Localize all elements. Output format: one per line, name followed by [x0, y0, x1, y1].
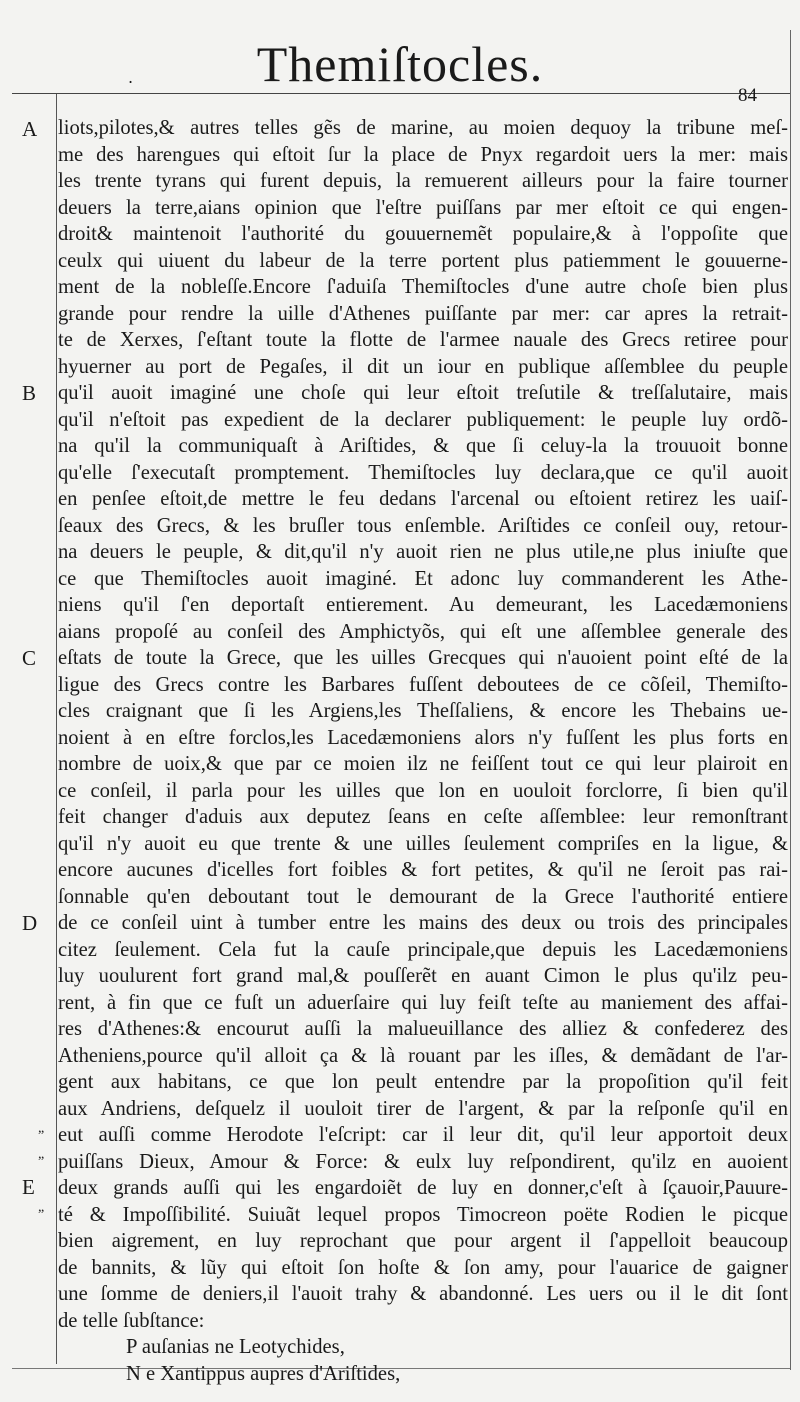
text-line: luy uoulurent fort grand mal,& pouſſerẽt en auant Cimon le plus qu'ilz peu-: [58, 965, 788, 987]
text-line: ce que Themiſtocles auoit imaginé. Et adonc luy commanderent les Athe-: [58, 567, 788, 590]
text-line: eſtats de toute la Grece, que les uilles Grecques qui n'auoient point eſté de la: [58, 647, 788, 669]
text-line: res d'Athenes:& encourut auſſi la malueuillance des alliez & confederez des: [58, 1018, 788, 1040]
text-line: droit& maintenoit l'authorité du gouuernemẽt populaire,& à l'oppoſite que: [58, 223, 788, 245]
text-line: encore aucunes d'icelles fort foibles & fort petites, & qu'il ne ſeroit pas rai-: [58, 859, 788, 881]
text-line: ligue des Grecs contre les Barbares fuſſent deboutees de ce cõſeil, Themiſto-: [58, 673, 788, 696]
text-line: noient à en eſtre forclos,les Lacedæmoniens alors n'y fuſſent les plus forts en: [58, 726, 788, 749]
margin-letter-b: B: [22, 381, 37, 405]
body-text: [58, 115, 788, 1387]
text-line: na qu'il la communiquaſt à Ariſtides, & que ſi celuy-la la trouuoit bonne: [58, 435, 788, 457]
text-line: cles craignant que ſi les Argiens,les Theſſaliens, & encore les Thebains ue-: [58, 700, 788, 722]
text-line: de bannits, & lũy qui eſtoit ſon hoſte & ſon amy, pour l'auarice de gaigner: [58, 1256, 788, 1279]
left-margin-rule: [56, 94, 57, 1364]
text-line: eut auſſi comme Herodote l'eſcript: car il leur dit, qu'il leur apportoit deux: [58, 1124, 788, 1146]
text-line: qu'il n'eſtoit pas expedient de la declarer publiquement: le peuple luy ordõ-: [58, 408, 788, 431]
text-line: de ce conſeil uint à tumber entre les mains des deux ou trois des principales: [58, 912, 788, 934]
text-line: niens qu'il ſ'en deportaſt entierement. Au demeurant, les Lacedæmoniens: [58, 594, 788, 616]
text-line: ment de la nobleſſe.Encore ſ'aduiſa Themiſtocles d'une autre choſe bien plus: [58, 276, 788, 298]
right-margin-rule: [790, 30, 791, 1370]
margin-quote-mark: „: [38, 1147, 45, 1162]
text-line: feit changer d'aduis aux deputez ſeans en ceſte aſſemblee: leur remonſtrant: [58, 806, 788, 828]
margin-letter-a: A: [22, 117, 38, 141]
text-line: na deuers le peuple, & dit,qu'il n'y auoit rien ne plus utile,ne plus iniuſte que: [58, 541, 788, 563]
text-line: hyuerner au port de Pegaſes, il dit un iour en publique aſſemblee du peuple: [58, 355, 788, 378]
margin-letter-c: C: [22, 646, 37, 670]
text-line: qu'il auoit imaginé une choſe qui leur eſtoit treſutile & treſſalutaire, mais: [58, 382, 788, 404]
text-line: citez ſeulement. Cela fut la cauſe principale,que depuis les Lacedæmoniens: [58, 938, 788, 961]
text-line: ſonnable qu'en deboutant tout le demourant de la Grece l'authorité entiere: [58, 885, 788, 908]
running-head: Themiſtocles.: [256, 36, 544, 92]
text-line: deux grands auſſi qui les engardoiẽt de luy en donner,c'eſt à ſçauoir,Pauure-: [58, 1177, 788, 1199]
text-line: té & Impoſſibilité. Suiuãt lequel propos Timocreon poëte Rodien le picque: [58, 1203, 788, 1226]
text-line: qu'elle ſ'executaſt promptement. Themiſtocles luy declara,que ce qu'il auoit: [58, 461, 788, 484]
verse-line: N e Xantippus aupres d'Ariſtides,: [126, 1362, 401, 1385]
margin-letter-d: D: [22, 911, 38, 935]
margin-letter-e: E: [22, 1175, 35, 1199]
text-line: qu'il n'y auoit eu que trente & une uilles ſeulement compriſes en la ligue, &: [58, 832, 788, 855]
margin-quote-mark: „: [38, 1121, 45, 1136]
text-line: bien aigrement, en luy reprochant que pour argent il ſ'appelloit beaucoup: [58, 1230, 788, 1252]
verse-line: P auſanias ne Leotychides,: [126, 1336, 345, 1358]
text-line: nombre de uoix,& que par ce moien ilz ne feiſſent tout ce qui leur plairoit en: [58, 753, 788, 775]
text-line: rent, à fin que ce fuſt un aduerſaire qui luy feiſt teſte au maniement des affai-: [58, 991, 788, 1014]
header-rule: [12, 93, 790, 94]
text-line: en penſee eſtoit,de mettre le feu dedans l'arcenal ou eſtoient retirez les uaiſ-: [58, 488, 788, 510]
text-line: deuers la terre,aians opinion que l'eſtre puiſſans par mer eſtoit ce qui engen-: [58, 196, 788, 219]
text-line: gent aux habitans, ce que lon peult entendre par la propoſition qu'il feit: [58, 1071, 788, 1093]
text-line: ceulx qui uiuent du labeur de la terre portent plus patiemment le gouuerne-: [58, 249, 788, 272]
text-line: liots,pilotes,& autres telles gẽs de marine, au moien dequoy la tribune meſ-: [58, 117, 788, 139]
text-line: te de Xerxes, ſ'eſtant toute la flotte de l'armee nauale des Grecs retiree pour: [58, 329, 788, 351]
text-line: aux Andriens, deſquelz il uouloit tirer de l'argent, & par la reſponſe qu'il en: [58, 1097, 788, 1120]
text-line: les trente tyrans qui furent depuis, la remuerent ailleurs pour la faire tourner: [58, 170, 788, 192]
text-line: de telle ſubſtance:: [58, 1309, 205, 1332]
text-line: Atheniens,pource qu'il alloit ça & là rouant par les iſles, & demãdant de l'ar-: [58, 1044, 788, 1067]
text-line: grande pour rendre la uille d'Athenes puiſſante par mer: car apres la retrait-: [58, 302, 788, 325]
margin-quote-mark: „: [38, 1200, 45, 1215]
head-mark: .: [128, 68, 134, 87]
text-line: ſeaux des Grecs, & les bruſler tous enſemble. Ariſtides ce conſeil ouy, retour-: [58, 514, 788, 537]
text-line: une ſomme de deniers,il l'auoit trahy & abandonné. Les uers ou il le dit ſont: [58, 1283, 788, 1305]
text-line: aians propoſé au conſeil des Amphictyõs, qui eſt une aſſemblee generale des: [58, 620, 788, 643]
text-line: puiſſans Dieux, Amour & Force: & eulx luy reſpondirent, qu'ilz en auoient: [58, 1150, 788, 1173]
text-line: ce conſeil, il parla pour les uilles que lon en uouloit forclorre, ſi bien qu'il: [58, 779, 788, 802]
text-line: me des harengues qui eſtoit ſur la place de Pnyx regardoit uers la mer: mais: [58, 143, 788, 166]
page-number: 84: [738, 85, 757, 106]
